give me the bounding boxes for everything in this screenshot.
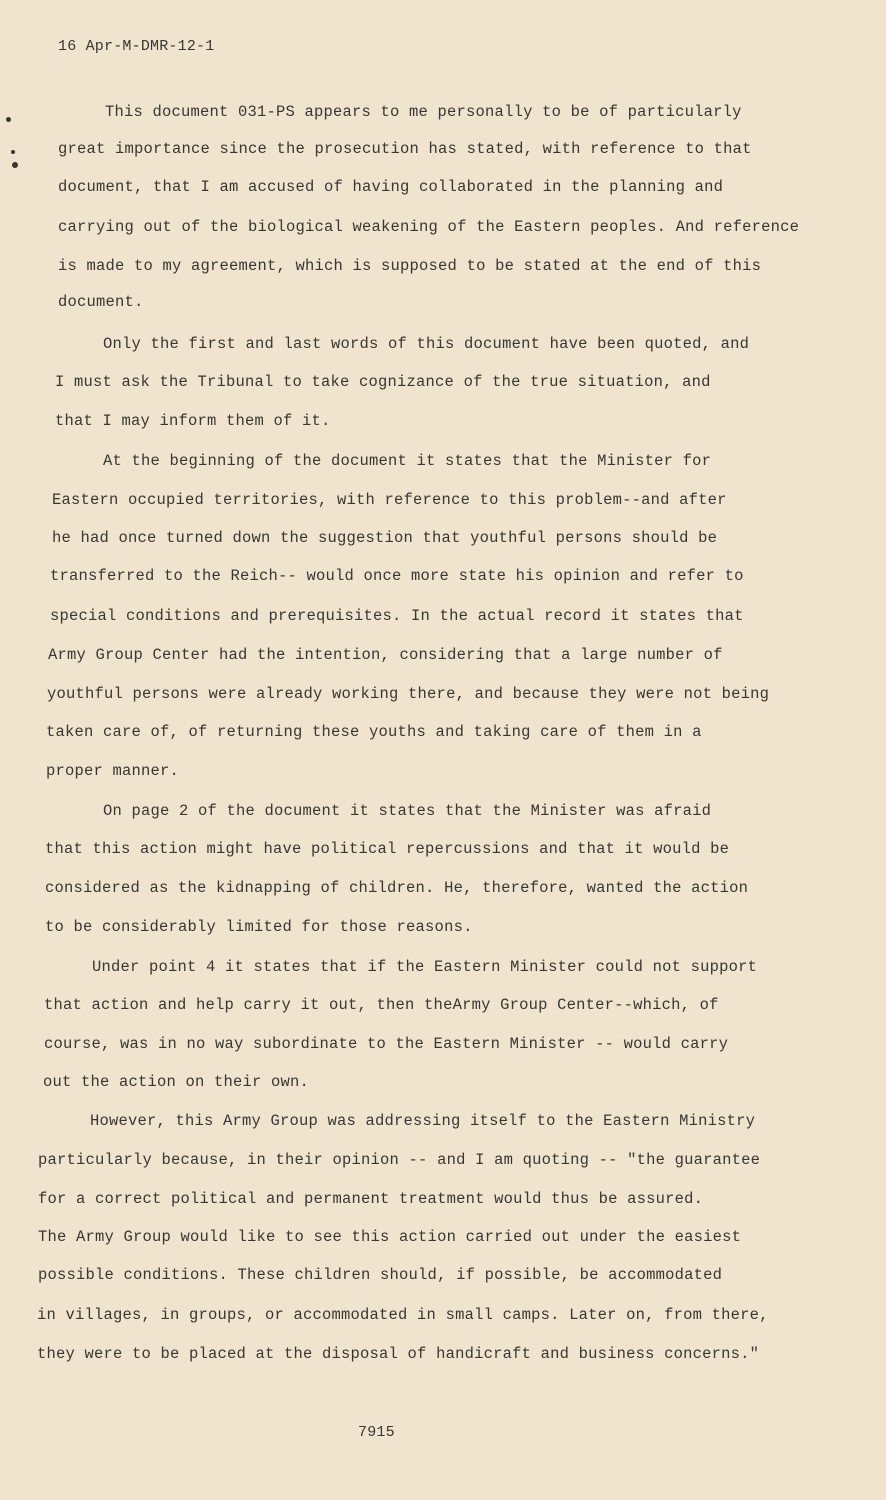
text-line: is made to my agreement, which is supposed to be stated at the end of this — [58, 257, 762, 275]
text-line: he had once turned down the suggestion that youthful persons should be — [52, 529, 718, 547]
text-line: for a correct political and permanent treatment would thus be assured. — [38, 1190, 704, 1208]
text-line: transferred to the Reich-- would once more state his opinion and refer to — [50, 567, 744, 585]
text-line: However, this Army Group was addressing itself to the Eastern Ministry — [90, 1112, 756, 1130]
text-line: that this action might have political repercussions and that it would be — [45, 840, 730, 858]
text-line: At the beginning of the document it states that the Minister for — [103, 452, 712, 470]
text-line: possible conditions. These children should, if possible, be accommodated — [38, 1266, 723, 1284]
page-number: 7915 — [358, 1424, 395, 1441]
text-line: in villages, in groups, or accommodated in small camps. Later on, from there, — [37, 1306, 769, 1324]
text-line: This document 031-PS appears to me personally to be of particularly — [105, 103, 742, 121]
text-line: Under point 4 it states that if the Eastern Minister could not support — [92, 958, 758, 976]
text-line: that action and help carry it out, then theArmy Group Center--which, of — [44, 996, 719, 1014]
text-line: document, that I am accused of having collaborated in the planning and — [58, 178, 724, 196]
text-line: Eastern occupied territories, with reference to this problem--and after — [52, 491, 727, 509]
text-line: that I may inform them of it. — [55, 412, 331, 430]
text-line: special conditions and prerequisites. In the actual record it states that — [50, 607, 744, 625]
document-code: 16 Apr-M-DMR-12-1 — [58, 38, 215, 55]
text-line: Army Group Center had the intention, considering that a large number of — [48, 646, 723, 664]
text-line: On page 2 of the document it states that the Minister was afraid — [103, 802, 712, 820]
text-line: taken care of, of returning these youths and taking care of them in a — [46, 723, 702, 741]
text-line: out the action on their own. — [43, 1073, 310, 1091]
text-line: to be considerably limited for those reasons. — [45, 918, 473, 936]
text-line: course, was in no way subordinate to the Eastern Minister -- would carry — [44, 1035, 729, 1053]
text-line: considered as the kidnapping of children. He, therefore, wanted the action — [45, 879, 749, 897]
text-line: proper manner. — [46, 762, 180, 780]
text-line: youthful persons were already working there, and because they were not being — [47, 685, 770, 703]
margin-mark — [12, 162, 18, 168]
margin-mark — [6, 117, 11, 122]
text-line: I must ask the Tribunal to take cognizance of the true situation, and — [55, 373, 711, 391]
text-line: carrying out of the biological weakening of the Eastern peoples. And reference — [58, 218, 800, 236]
text-line: document. — [58, 293, 144, 311]
text-line: Only the first and last words of this document have been quoted, and — [103, 335, 750, 353]
margin-mark — [11, 150, 15, 154]
text-line: The Army Group would like to see this action carried out under the easiest — [38, 1228, 742, 1246]
text-line: particularly because, in their opinion -- and I am quoting -- "the guarantee — [38, 1151, 761, 1169]
text-line: they were to be placed at the disposal of handicraft and business concerns." — [37, 1345, 760, 1363]
text-line: great importance since the prosecution has stated, with reference to that — [58, 140, 752, 158]
